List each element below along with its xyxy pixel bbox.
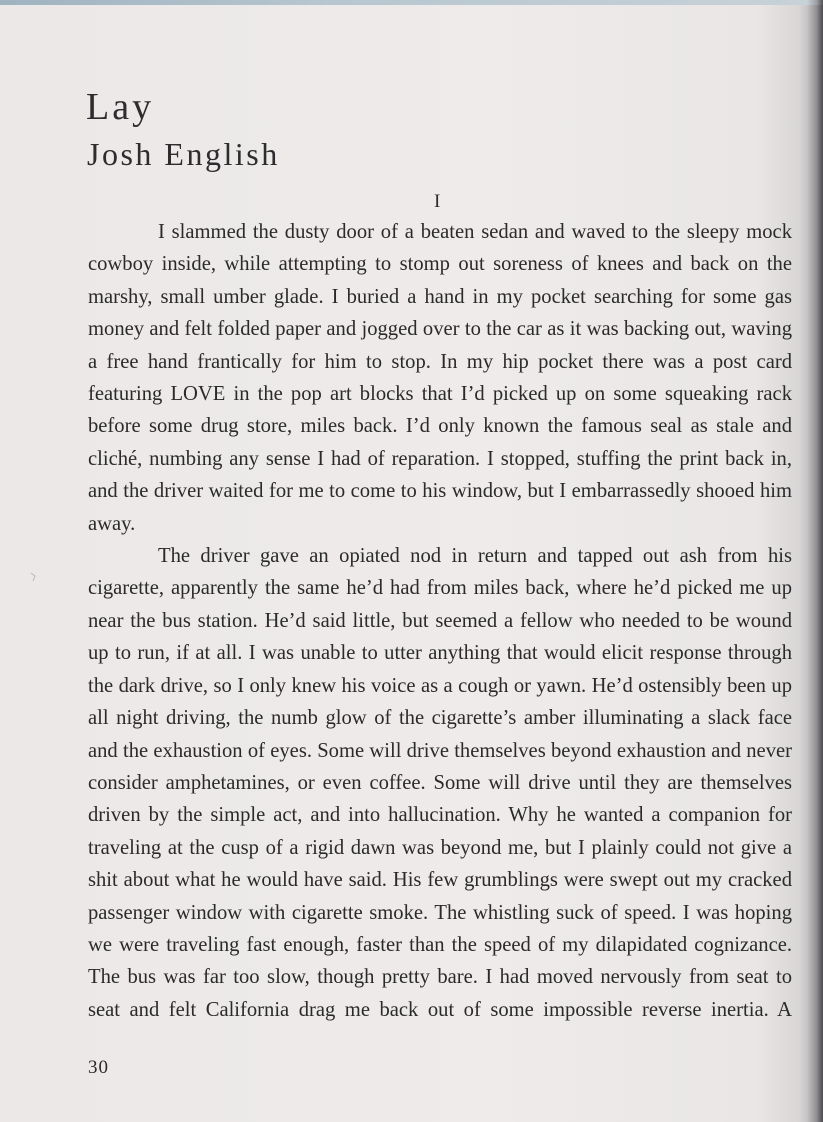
section-number: I — [434, 191, 441, 212]
paragraph: I slammed the dusty door of a beaten sedan and waved to the sleepy mock cowboy inside, while attempting to stomp out soreness of knees and back on the marshy, small umber glade. I buried a hand in my pocket searching for some gas money and felt folded paper and jogged over to the car as it was backing out, waving a free hand frantically for him to stop. In my hip pocket there was a post card featuring LOVE in the pop art blocks that I’d picked up on some squeaking rack before some drug store, miles back. I’d only known the famous seal as stale and cliché, numbing any sense I had of reparation. I stopped, stuffing the print back in, and the driver waited for me to come to his window, but I embarrassedly shooed him away. — [88, 221, 792, 535]
page-number: 30 — [88, 1057, 109, 1078]
paper-speck — [30, 572, 37, 582]
paragraph: The driver gave an opiated nod in return and tapped out ash from his cigarette, apparently the same he’d had from miles back, where he’d picked me up near the bus station. He’d said little, but seemed a fellow who needed to be wound up to run, if at all. I was unable to utter anything that would elicit response through the dark drive, so I only knew his voice as a cough or yawn. He’d ostensibly been up all night driving, the numb glow of the cigarette’s amber illuminating a slack face and the exhaustion of eyes. Some will drive themselves beyond exhaustion and never consider amphetamines, or even coffee. Some will drive until they are themselves driven by the simple act, and into hallucination. Why he wanted a companion for traveling at the cusp of a rigid dawn was beyond me, but I plainly could not give a shit about what he would have said. His few grumblings were swept out my cracked passenger window with cigarette smoke. The whistling suck of speed. I was hoping we were traveling fast enough, faster than the speed of my dilapidated cognizance. The bus was far too slow, though pretty bare. I had moved nervously from seat to seat and felt California drag me back out of some impossible reverse inertia. A — [88, 545, 792, 1021]
binding-shadow — [807, 0, 823, 1122]
story-title: Lay — [86, 86, 155, 128]
author-name: Josh English — [87, 136, 280, 172]
top-edge-strip — [0, 0, 823, 5]
story-body — [88, 216, 792, 1026]
